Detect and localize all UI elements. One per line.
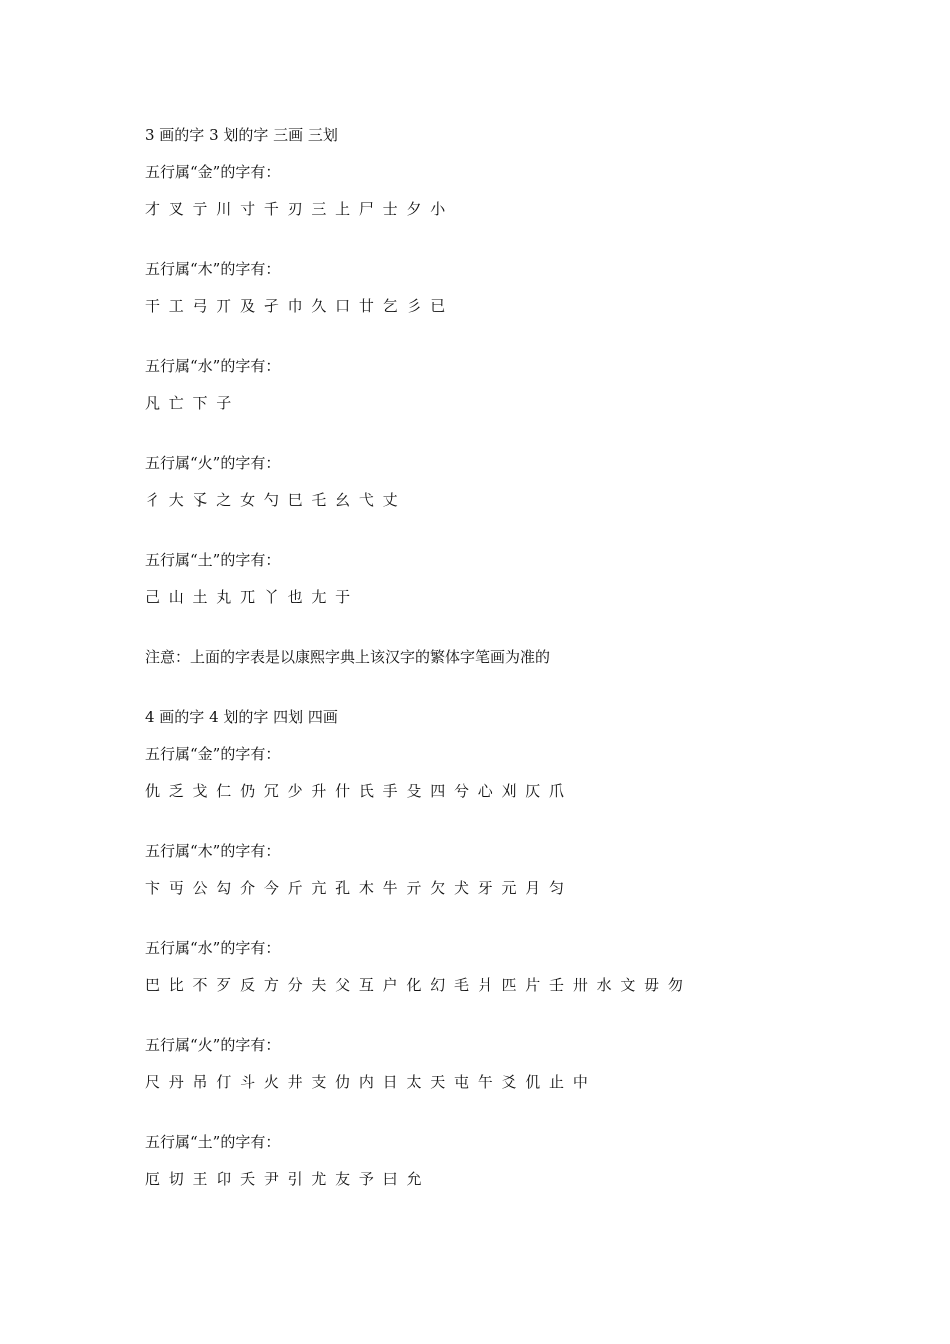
section-3-shui-chars: 凡 亡 下 子 <box>145 394 232 412</box>
section-3-shui-label: 五行属“水”的字有： <box>145 357 281 375</box>
section-4-mu-label: 五行属“木”的字有： <box>145 842 281 860</box>
section-4-tu-chars: 厄 切 王 卬 夭 尹 引 尤 友 予 曰 允 <box>145 1170 422 1188</box>
section-4-shui-label: 五行属“水”的字有： <box>145 939 281 957</box>
section-4-huo-chars: 尺 丹 吊 仃 斗 火 井 支 仂 内 日 太 天 屯 午 爻 仉 止 中 <box>145 1073 588 1091</box>
section-4-jin-label: 五行属“金”的字有： <box>145 745 281 763</box>
section-3-mu-label: 五行属“木”的字有： <box>145 260 281 278</box>
section-4-huo-label: 五行属“火”的字有： <box>145 1036 281 1054</box>
section-3-huo-chars: 彳 大 孓 之 女 勺 巳 乇 幺 弋 丈 <box>145 491 398 509</box>
section-3-heading: 3 画的字 3 划的字 三画 三划 <box>145 126 338 144</box>
section-4-shui-chars: 巴 比 不 歹 反 方 分 夫 父 互 户 化 幻 毛 爿 匹 片 壬 卅 水 文 毋 勿 <box>145 976 683 994</box>
section-3-mu-chars: 干 工 弓 丌 及 孑 巾 久 口 廿 乞 彡 已 <box>145 297 446 315</box>
section-4-jin-chars: 仇 乏 戈 仁 仍 冗 少 升 什 氏 手 殳 四 兮 心 刈 仄 爪 <box>145 782 565 800</box>
section-3-huo-label: 五行属“火”的字有： <box>145 454 281 472</box>
section-4-mu-chars: 卞 丏 公 勾 介 今 斤 亢 孔 木 牛 亓 欠 犬 牙 元 月 匀 <box>145 879 565 897</box>
note-text: 注意：上面的字表是以康熙字典上该汉字的繁体字笔画为准的 <box>145 648 551 666</box>
section-3-jin-label: 五行属“金”的字有： <box>145 163 281 181</box>
section-3-tu-label: 五行属“土”的字有： <box>145 551 281 569</box>
section-3-tu-chars: 己 山 土 丸 兀 丫 也 尢 于 <box>145 588 351 606</box>
section-4-tu-label: 五行属“土”的字有： <box>145 1133 281 1151</box>
section-3-jin-chars: 才 叉 亍 川 寸 千 刃 三 上 尸 士 夕 小 <box>145 200 446 218</box>
section-4-heading: 4 画的字 4 划的字 四划 四画 <box>145 708 338 726</box>
